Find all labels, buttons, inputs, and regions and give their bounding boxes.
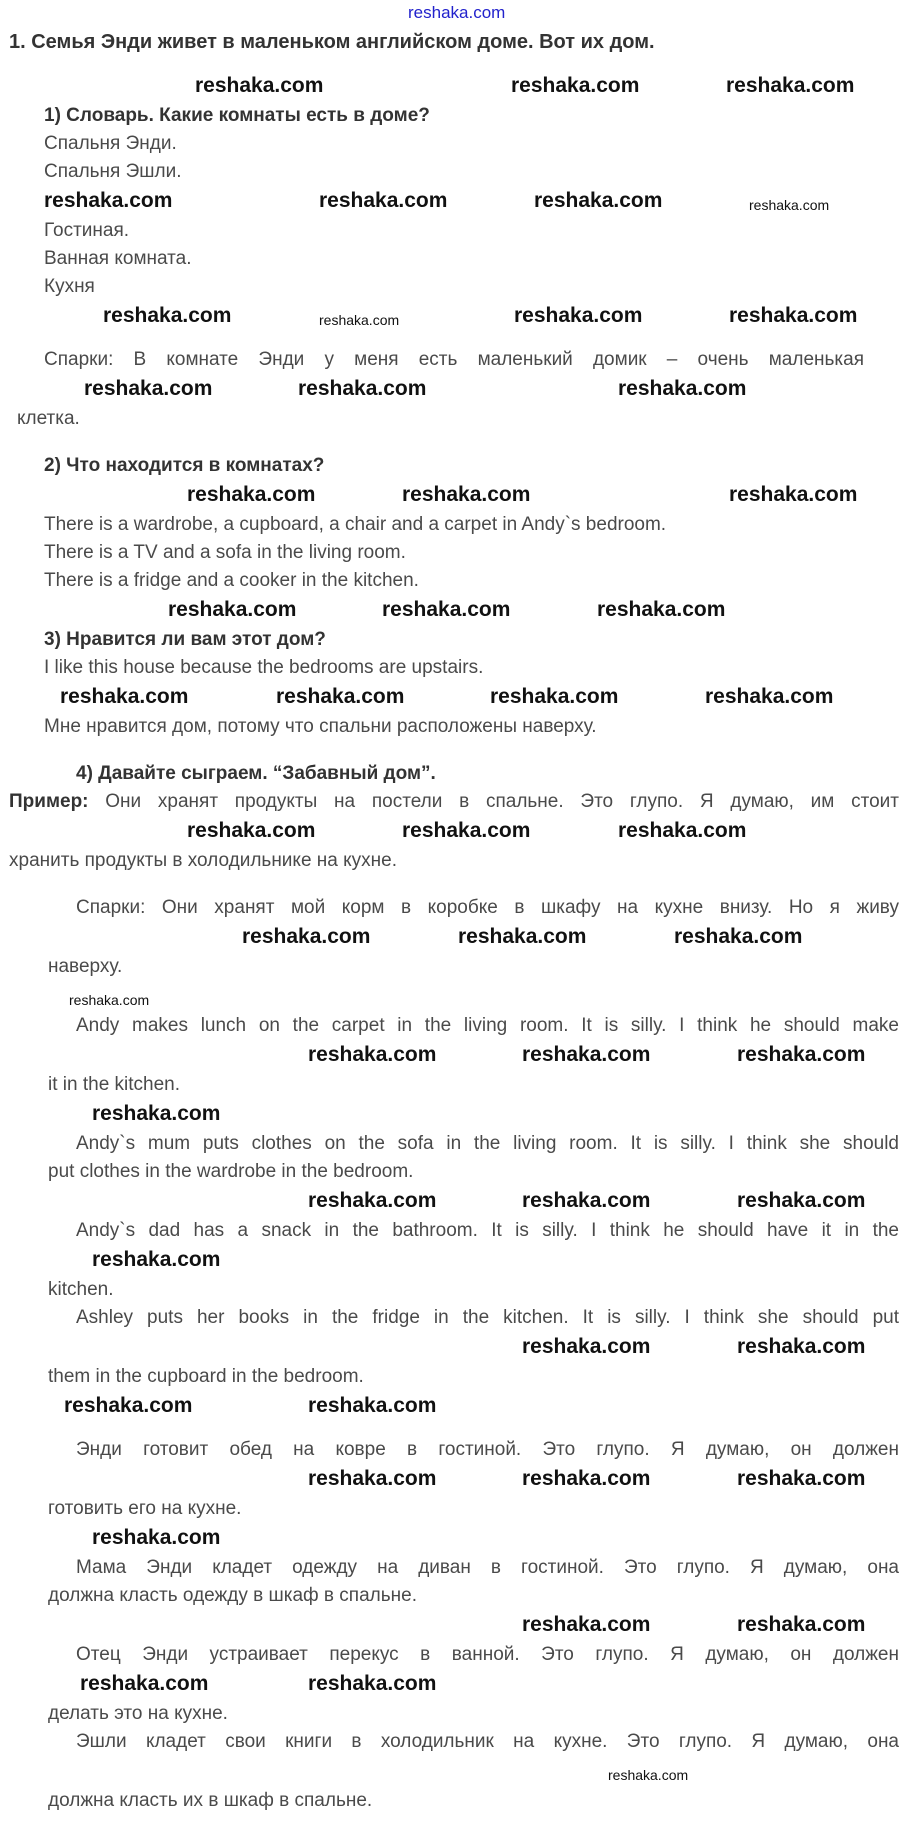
watermark: reshaka.com — [382, 598, 511, 621]
watermark: reshaka.com — [597, 598, 726, 621]
watermark-row — [0, 303, 913, 329]
watermark: reshaka.com — [737, 1335, 866, 1358]
watermark-row — [0, 1466, 913, 1492]
watermark-row — [0, 983, 913, 1009]
watermark: reshaka.com — [276, 685, 405, 708]
watermark: reshaka.com — [522, 1043, 651, 1066]
watermark-row — [0, 1247, 913, 1273]
paragraph-line: Andy`s dad has a snack in the bathroom. It is silly. I think he should have it in the — [76, 1220, 899, 1241]
watermark: reshaka.com — [308, 1467, 437, 1490]
watermark-row — [0, 1101, 913, 1127]
watermark-row — [0, 1393, 913, 1419]
watermark: reshaka.com — [729, 483, 858, 506]
room-item: Кухня — [44, 276, 95, 297]
watermark: reshaka.com — [298, 377, 427, 400]
room-item: Спальня Эшли. — [44, 161, 182, 182]
watermark-row — [0, 1758, 913, 1784]
watermark: reshaka.com — [522, 1189, 651, 1212]
watermark: reshaka.com — [319, 312, 400, 328]
watermark: reshaka.com — [308, 1672, 437, 1695]
paragraph-line: it in the kitchen. — [48, 1074, 181, 1095]
watermark: reshaka.com — [92, 1102, 221, 1125]
section-2-heading: 2) Что находится в комнатах? — [44, 455, 325, 476]
example-text: Они хранят продукты на постели в спальне. Это глупо. Я думаю, им стоит — [88, 791, 899, 812]
watermark: reshaka.com — [674, 925, 803, 948]
watermark-row — [0, 1612, 913, 1638]
paragraph-line: готовить его на кухне. — [48, 1498, 242, 1519]
watermark-row — [0, 1188, 913, 1214]
watermark: reshaka.com — [402, 483, 531, 506]
watermark: reshaka.com — [490, 685, 619, 708]
example-label: Пример: — [9, 791, 89, 812]
answer-line: I like this house because the bedrooms are upstairs. — [44, 657, 484, 678]
game-answers — [0, 896, 913, 1812]
watermark: reshaka.com — [187, 819, 316, 842]
watermark: reshaka.com — [308, 1394, 437, 1417]
paragraph-line: Отец Энди устраивает перекус в ванной. Это глупо. Я думаю, он должен — [76, 1644, 899, 1665]
watermark-row — [0, 1334, 913, 1360]
answer-line: There is a wardrobe, a cupboard, a chair and a carpet in Andy`s bedroom. — [44, 514, 667, 535]
watermark: reshaka.com — [168, 598, 297, 621]
watermark: reshaka.com — [187, 483, 316, 506]
paragraph-line: Ashley puts her books in the fridge in the kitchen. It is silly. I think she should put — [76, 1307, 899, 1328]
watermark: reshaka.com — [514, 304, 643, 327]
watermark: reshaka.com — [511, 74, 640, 97]
paragraph-line: наверху. — [48, 956, 123, 977]
watermark-row — [0, 188, 913, 214]
watermark-row — [0, 73, 913, 99]
exercise-title: 1. Семья Энди живет в маленьком английском доме. Вот их дом. — [9, 31, 655, 53]
watermark-row — [0, 684, 913, 710]
section-3-heading: 3) Нравится ли вам этот дом? — [44, 629, 326, 650]
paragraph-line: должна класть одежду в шкаф в спальне. — [48, 1585, 417, 1606]
paragraph-line: Мама Энди кладет одежду на диван в гостиной. Это глупо. Я думаю, она — [76, 1557, 899, 1578]
section-4-heading: 4) Давайте сыграем. “Забавный дом”. — [76, 763, 436, 784]
example-line: хранить продукты в холодильнике на кухне. — [9, 850, 397, 871]
watermark: reshaka.com — [308, 1043, 437, 1066]
paragraph-line: Спарки: Они хранят мой корм в коробке в шкафу на кухне внизу. Но я живу — [76, 897, 899, 918]
watermark: reshaka.com — [522, 1613, 651, 1636]
watermark-row — [0, 818, 913, 844]
room-item: Ванная комната. — [44, 248, 192, 269]
watermark: reshaka.com — [737, 1043, 866, 1066]
watermark-row — [0, 482, 913, 508]
watermark: reshaka.com — [69, 992, 150, 1008]
watermark: reshaka.com — [402, 819, 531, 842]
paragraph-line: Andy makes lunch on the carpet in the living room. It is silly. I think he should make — [76, 1015, 899, 1036]
paragraph-line: Эшли кладет свои книги в холодильник на кухне. Это глупо. Я думаю, она — [76, 1731, 899, 1752]
sparky-line: клетка. — [17, 408, 80, 429]
watermark: reshaka.com — [195, 74, 324, 97]
watermark: reshaka.com — [319, 189, 448, 212]
watermark: reshaka.com — [729, 304, 858, 327]
watermark-row — [0, 1042, 913, 1068]
watermark-row — [0, 1671, 913, 1697]
answer-line: Мне нравится дом, потому что спальни расположены наверху. — [44, 716, 597, 737]
paragraph-line: Энди готовит обед на ковре в гостиной. Это глупо. Я думаю, он должен — [76, 1439, 899, 1460]
watermark-row — [0, 597, 913, 623]
site-link[interactable]: reshaka.com — [408, 3, 506, 22]
watermark: reshaka.com — [522, 1467, 651, 1490]
watermark: reshaka.com — [64, 1394, 193, 1417]
watermark-row — [0, 1525, 913, 1551]
watermark: reshaka.com — [84, 377, 213, 400]
watermark: reshaka.com — [92, 1526, 221, 1549]
answer-line: There is a fridge and a cooker in the kitchen. — [44, 570, 419, 591]
watermark: reshaka.com — [308, 1189, 437, 1212]
watermark-row — [0, 376, 913, 402]
room-item: Спальня Энди. — [44, 133, 177, 154]
paragraph-line: Andy`s mum puts clothes on the sofa in the living room. It is silly. I think she should — [76, 1133, 899, 1154]
example-line — [9, 790, 899, 813]
paragraph-line: kitchen. — [48, 1279, 114, 1300]
answer-line: There is a TV and a sofa in the living room. — [44, 542, 406, 563]
watermark: reshaka.com — [44, 189, 173, 212]
watermark: reshaka.com — [103, 304, 232, 327]
sparky-line: Спарки: В комнате Энди у меня есть маленький домик – очень маленькая — [44, 349, 864, 370]
room-item: Гостиная. — [44, 220, 130, 241]
watermark: reshaka.com — [60, 685, 189, 708]
watermark: reshaka.com — [242, 925, 371, 948]
watermark: reshaka.com — [618, 377, 747, 400]
watermark: reshaka.com — [534, 189, 663, 212]
paragraph-line: put clothes in the wardrobe in the bedroom. — [48, 1161, 414, 1182]
watermark: reshaka.com — [726, 74, 855, 97]
watermark: reshaka.com — [749, 197, 830, 213]
paragraph-line: делать это на кухне. — [48, 1703, 228, 1724]
paragraph-line: them in the cupboard in the bedroom. — [48, 1366, 364, 1387]
watermark: reshaka.com — [458, 925, 587, 948]
watermark: reshaka.com — [92, 1248, 221, 1271]
watermark-row — [0, 924, 913, 950]
paragraph-line: должна класть их в шкаф в спальне. — [48, 1790, 373, 1811]
watermark: reshaka.com — [705, 685, 834, 708]
watermark: reshaka.com — [522, 1335, 651, 1358]
section-1-heading: 1) Словарь. Какие комнаты есть в доме? — [44, 105, 430, 126]
site-header — [0, 2, 913, 26]
watermark: reshaka.com — [618, 819, 747, 842]
watermark: reshaka.com — [80, 1672, 209, 1695]
watermark: reshaka.com — [608, 1767, 689, 1783]
watermark: reshaka.com — [737, 1613, 866, 1636]
watermark: reshaka.com — [737, 1467, 866, 1490]
watermark: reshaka.com — [737, 1189, 866, 1212]
